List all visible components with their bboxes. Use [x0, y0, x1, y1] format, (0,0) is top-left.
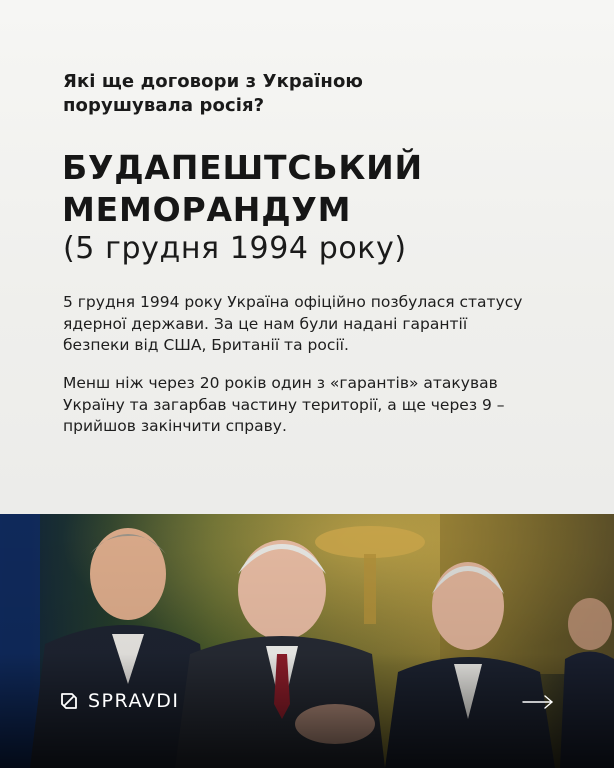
brand-logo	[58, 690, 179, 712]
brand-name: SPRAVDI	[88, 690, 180, 712]
paragraph-2-line-1: Менш ніж через 20 років один з «гарантів» атакував	[63, 374, 498, 392]
spravdi-logo-icon	[58, 690, 80, 712]
paragraph-1-line-2: ядерної держави. За це нам були надані гарантії	[63, 314, 468, 333]
question-heading	[63, 70, 493, 118]
paragraph-1-line-3: безпеки від США, Британії та росії.	[63, 336, 349, 354]
paragraph-1	[63, 292, 563, 357]
paragraph-2-line-2: Україну та загарбав частину території, а ще через 9 –	[63, 395, 505, 414]
photo	[0, 514, 614, 768]
title-date: (5 грудня 1994 року)	[63, 231, 407, 266]
paragraph-2-line-3: прийшов закінчити справу.	[63, 417, 287, 435]
paragraph-2	[63, 373, 563, 438]
question-line-1: Які ще договори з Україною	[63, 71, 364, 92]
photo-illustration	[0, 514, 614, 768]
title-line-1: БУДАПЕШТСЬКИЙ	[62, 148, 423, 187]
question-line-2: порушувала росія?	[63, 95, 265, 116]
arrow-right-icon[interactable]	[522, 694, 554, 710]
main-title	[62, 147, 542, 231]
paragraph-1-line-1: 5 грудня 1994 року Україна офіційно позбулася статусу	[63, 293, 523, 311]
title-line-2: МЕМОРАНДУМ	[62, 190, 352, 229]
